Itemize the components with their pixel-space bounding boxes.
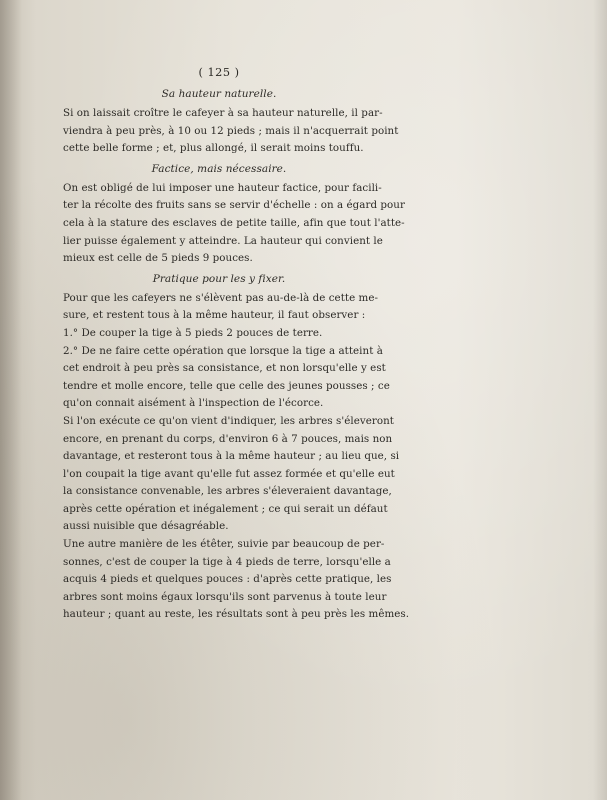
text-line: l'on coupait la tige avant qu'elle fut assez formée et qu'elle eut (63, 467, 395, 480)
text-line: hauteur ; quant au reste, les résultats sont à peu près les mêmes. (63, 608, 410, 621)
text-line: tendre et molle encore, telle que celle des jeunes pousses ; ce (63, 379, 390, 392)
text-line: cet endroit à peu près sa consistance, et non lorsqu'elle y est (63, 362, 386, 375)
text-line: mieux est celle de 5 pieds 9 pouces. (63, 252, 253, 265)
text-line: viendra à peu près, à 10 ou 12 pieds ; mais il n'acquerrait point (63, 124, 399, 137)
text-line: la consistance convenable, les arbres s'éleveraient davantage, (63, 485, 392, 498)
page-number: ( 125 ) (198, 66, 240, 79)
text-line: aussi nuisible que désagréable. (63, 520, 229, 533)
text-line: qu'on connait aisément à l'inspection de l'écorce. (63, 397, 324, 410)
text-line: encore, en prenant du corps, d'environ 6 à 7 pouces, mais non (63, 432, 393, 445)
text-line: Si on laissait croître le cafeyer à sa hauteur naturelle, il par- (63, 107, 383, 119)
text-line: sonnes, c'est de couper la tige à 4 pieds de terre, lorsqu'elle a (63, 555, 391, 568)
text-line: arbres sont moins égaux lorsqu'ils sont parvenus à toute leur (63, 590, 387, 603)
text-line: cela à la stature des esclaves de petite taille, afin que tout l'atte- (63, 216, 405, 229)
text-line: sure, et restent tous à la même hauteur, il faut observer : (63, 309, 366, 322)
text-line: après cette opération et inégalement ; ce qui serait un défaut (63, 502, 388, 515)
section-heading-natural-height: Sa hauteur naturelle. (161, 88, 277, 100)
text-column (63, 64, 410, 624)
list-item-2: 2.° De ne faire cette opération que lorsque la tige a atteint à (63, 344, 383, 357)
text-line: Une autre manière de les étêter, suivie par beaucoup de per- (63, 538, 385, 551)
text-line: davantage, et resteront tous à la même hauteur ; au lieu que, si (63, 450, 400, 463)
list-item-1: 1.° De couper la tige à 5 pieds 2 pouces de terre. (63, 326, 323, 339)
section-heading-artificial-height: Factice, mais nécessaire. (151, 162, 287, 175)
text-line: Si l'on exécute ce qu'on vient d'indiquer, les arbres s'éleveront (63, 414, 394, 427)
text-line: acquis 4 pieds et quelques pouces : d'après cette pratique, les (63, 573, 392, 586)
section-heading-practice: Pratique pour les y fixer. (152, 272, 286, 285)
text-line: lier puisse également y atteindre. La hauteur qui convient le (63, 234, 383, 247)
text-line: cette belle forme ; et, plus allongé, il serait moins touffu. (63, 142, 364, 155)
text-line: On est obligé de lui imposer une hauteur factice, pour facili- (63, 181, 382, 194)
text-line: ter la récolte des fruits sans se servir d'échelle : on a égard pour (63, 199, 405, 212)
text-line: Pour que les cafeyers ne s'élèvent pas au-de-là de cette me- (63, 291, 379, 304)
